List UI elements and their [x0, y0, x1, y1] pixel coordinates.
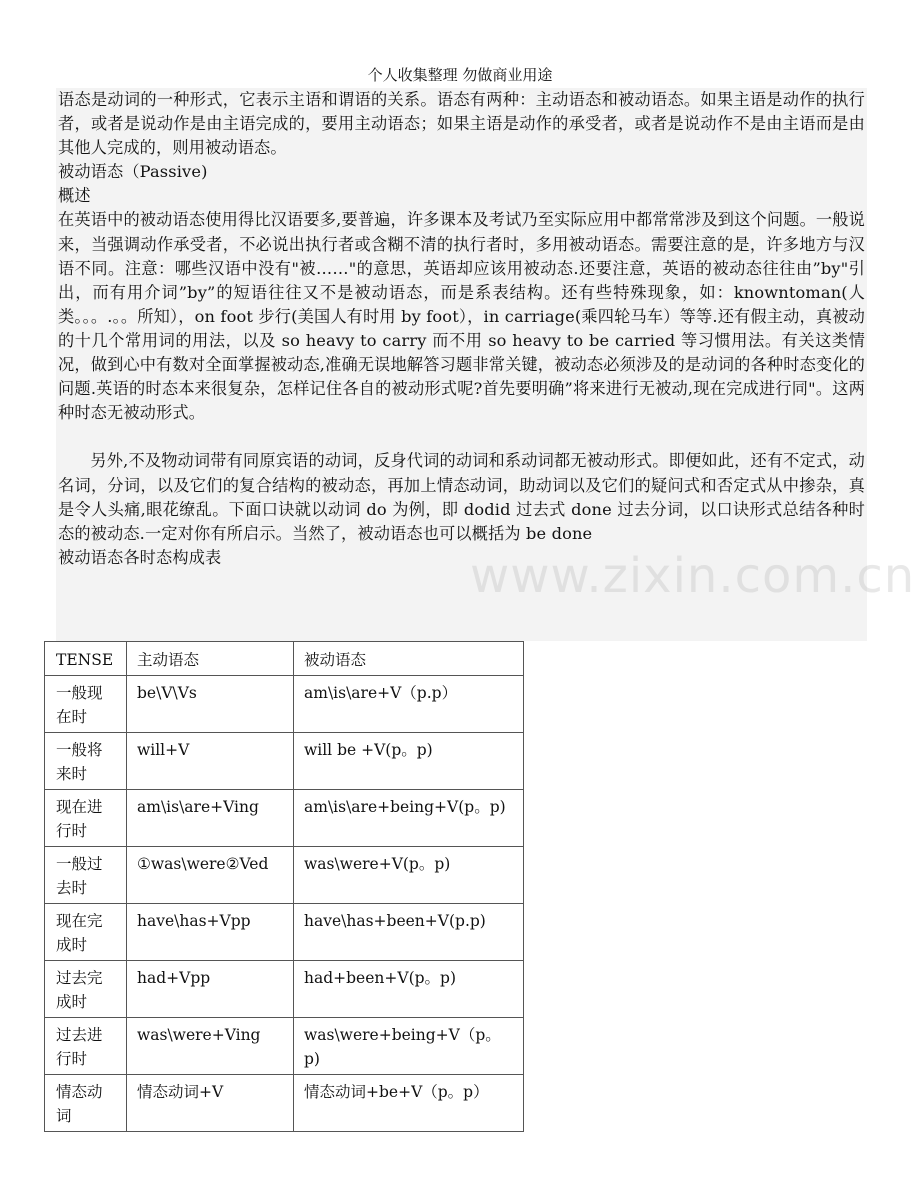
- header-cell-tense: TENSE: [45, 642, 127, 676]
- passive-cell: had+been+V(p。p): [294, 961, 524, 1018]
- tense-table: [44, 641, 524, 1132]
- passive-cell: was\were+being+V（p。p): [294, 1018, 524, 1075]
- table-row: [45, 847, 524, 904]
- tense-cell: 一般将来时: [45, 733, 127, 790]
- intro-paragraph: 语态是动词的一种形式，它表示主语和谓语的关系。语态有两种：主动语态和被动语态。如果主语是动作的执行者，或者是说动作是由主语完成的，要用主动语态；如果主语是动作的承受者，或者是说动作不是由主语而是由其他人完成的，则用被动语态。: [58, 90, 865, 158]
- tense-cell: 过去完成时: [45, 961, 127, 1018]
- active-cell: have\has+Vpp: [127, 904, 294, 961]
- active-cell: will+V: [127, 733, 294, 790]
- active-cell: had+Vpp: [127, 961, 294, 1018]
- active-cell: was\were+Ving: [127, 1018, 294, 1075]
- watermark: www.zixin.com.cn: [470, 548, 916, 604]
- page-header: 个人收集整理 勿做商业用途: [367, 66, 553, 84]
- passive-cell: 情态动词+be+V（p。p）: [294, 1075, 524, 1132]
- table-row: [45, 790, 524, 847]
- subsection-heading: 概述: [58, 186, 91, 206]
- table-row: [45, 733, 524, 790]
- passive-cell: was\were+V(p。p): [294, 847, 524, 904]
- document-body: [56, 88, 867, 641]
- tense-cell: 一般现在时: [45, 676, 127, 733]
- tense-cell: 情态动词: [45, 1075, 127, 1132]
- section-heading: 被动语态（Passive): [58, 162, 208, 182]
- header-cell-passive: 被动语态: [294, 642, 524, 676]
- active-cell: 情态动词+V: [127, 1075, 294, 1132]
- table-header-row: [45, 642, 524, 676]
- tense-cell: 过去进行时: [45, 1018, 127, 1075]
- active-cell: be\V\Vs: [127, 676, 294, 733]
- active-cell: am\is\are+Ving: [127, 790, 294, 847]
- passive-cell: am\is\are+being+V(p。p): [294, 790, 524, 847]
- rhyme-paragraph: 另外,不及物动词带有同原宾语的动词，反身代词的动词和系动词都无被动形式。即便如此，还有不定式，动名词，分词，以及它们的复合结构的被动态，再加上情态动词，助动词以及它们的疑问式和否定式从中掺杂，真是令人头痛,眼花缭乱。下面口诀就以动词 do 为例，即 dodid 过去式 done 过去分词，以口诀形式总结各种时态的被动态.一定对你有所启示。当然了，被动语态也可以概括为 be done: [58, 451, 865, 543]
- passive-cell: have\has+been+V(p.p): [294, 904, 524, 961]
- tense-cell: 现在进行时: [45, 790, 127, 847]
- passive-cell: will be +V(p。p): [294, 733, 524, 790]
- table-title: 被动语态各时态构成表: [58, 547, 222, 567]
- tense-cell: 一般过去时: [45, 847, 127, 904]
- table-row: [45, 961, 524, 1018]
- passive-cell: am\is\are+V（p.p）: [294, 676, 524, 733]
- blank-line: [58, 425, 865, 449]
- header-cell-active: 主动语态: [127, 642, 294, 676]
- tense-cell: 现在完成时: [45, 904, 127, 961]
- active-cell: ①was\were②Ved: [127, 847, 294, 904]
- table-row: [45, 1075, 524, 1132]
- table-row: [45, 904, 524, 961]
- table-row: [45, 1018, 524, 1075]
- overview-paragraph: 在英语中的被动语态使用得比汉语要多,要普遍，许多课本及考试乃至实际应用中都常常涉及到这个问题。一般说来，当强调动作承受者，不必说出执行者或含糊不清的执行者时，多用被动语态。需要注意的是，许多地方与汉语不同。注意：哪些汉语中没有"被……"的意思，英语却应该用被动态.还要注意，英语的被动态往往由”by"引出，而有用介词”by”的短语往往又不是被动语态，而是系表结构。还有些特殊现象，如：knowntoman(人类。。。.。。所知），on foot 步行(美国人有时用 by foot），in carriage(乘四轮马车）等等.还有假主动，真被动的十几个常用词的用法，以及 so heavy to carry 而不用 so heavy to be carried 等习惯用法。有关这类情况，做到心中有数对全面掌握被动态,准确无误地解答习题非常关键，被动态必须涉及的是动词的各种时态变化的问题.英语的时态本来很复杂，怎样记住各自的被动形式呢?首先要明确”将来进行无被动,现在完成进行同"。这两种时态无被动形式。: [58, 210, 865, 423]
- table-row: [45, 676, 524, 733]
